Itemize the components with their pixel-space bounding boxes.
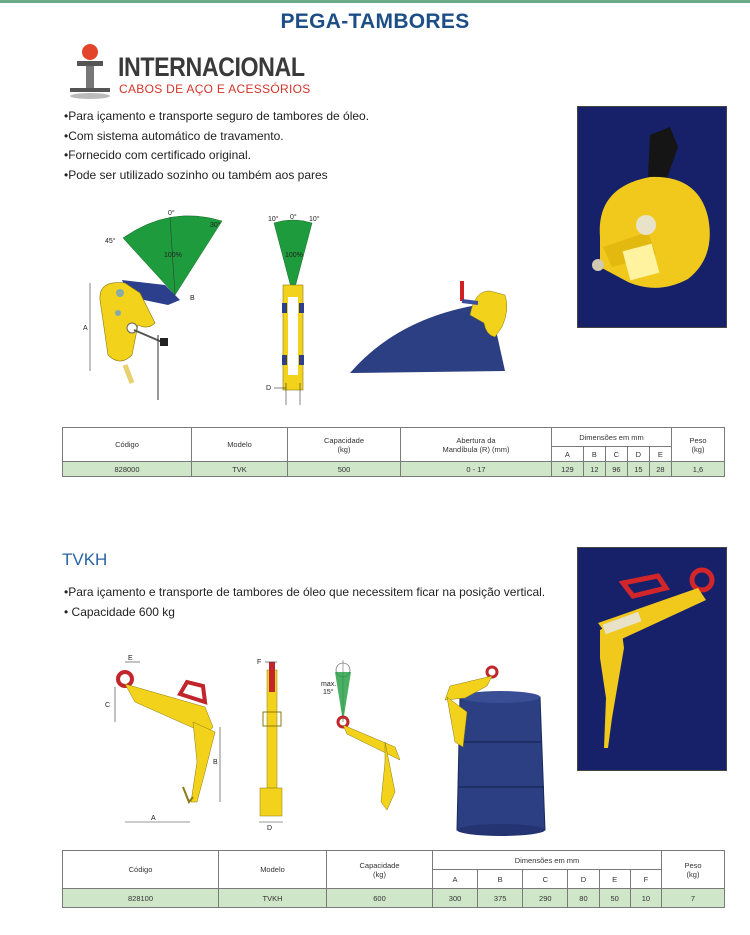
dim-label: A xyxy=(83,325,88,332)
angle-label: 15° xyxy=(323,689,334,696)
bullet-item: •Pode ser utilizado sozinho ou também aos pares xyxy=(64,167,328,182)
col-header: Peso (kg) xyxy=(662,851,725,889)
tvkh-clamp-side-view xyxy=(105,655,220,822)
col-header: Peso (kg) xyxy=(672,428,725,462)
cell: 500 xyxy=(288,462,401,477)
tvk-product-photo xyxy=(577,106,727,328)
tvk-clamp-front-view xyxy=(266,285,304,405)
section1-bullets xyxy=(64,107,369,185)
tvk-diagrams xyxy=(50,205,520,420)
dim-label: E xyxy=(128,655,133,662)
cell: 600 xyxy=(327,889,433,908)
dim-col-header: C xyxy=(605,447,627,462)
page-title: PEGA-TAMBORES xyxy=(280,10,470,33)
svg-text:10°: 10° xyxy=(309,216,320,223)
dim-label: F xyxy=(257,659,262,666)
cell: TVK xyxy=(192,462,288,477)
bullet-item: •Para içamento e transporte de tambores de óleo que necessitem ficar na posição vertical. xyxy=(64,585,546,599)
cell: 300 xyxy=(433,889,478,908)
dim-col-header: C xyxy=(523,870,568,889)
cell: 0 - 17 xyxy=(401,462,552,477)
col-header: Modelo xyxy=(192,428,288,462)
fan-label: 100% xyxy=(164,252,182,259)
svg-text:10°: 10° xyxy=(268,216,279,223)
dim-label: B xyxy=(190,295,195,302)
swing-angle-fan-left xyxy=(105,209,222,295)
fan-label: 0° xyxy=(168,210,175,217)
fan-label: 30° xyxy=(210,222,221,229)
cell: 28 xyxy=(649,462,671,477)
svg-text:100%: 100% xyxy=(285,252,303,259)
section-heading-tvkh: TVKH xyxy=(62,550,108,569)
cell: 12 xyxy=(583,462,605,477)
table-row xyxy=(63,462,725,477)
col-header: Modelo xyxy=(219,851,327,889)
dim-col-header: D xyxy=(568,870,599,889)
tvk-clamp-side-view xyxy=(83,280,195,400)
bullet-item: • Capacidade 600 kg xyxy=(64,604,175,619)
dim-col-header: E xyxy=(599,870,630,889)
dim-col-header: E xyxy=(649,447,671,462)
dim-col-header: F xyxy=(630,870,661,889)
col-header: Capacidade (kg) xyxy=(288,428,401,462)
logo-emblem-icon xyxy=(62,38,122,100)
bullet-item: •Com sistema automático de travamento. xyxy=(64,128,284,143)
tvkh-diagrams xyxy=(95,652,555,837)
col-header: Código xyxy=(63,851,219,889)
cell: 96 xyxy=(605,462,627,477)
top-rule xyxy=(0,0,750,3)
cell: 7 xyxy=(662,889,725,908)
dim-col-header: B xyxy=(583,447,605,462)
cell: 1,6 xyxy=(672,462,725,477)
dim-label: A xyxy=(151,815,156,822)
table-row xyxy=(63,889,725,908)
bullet-item: •Fornecido com certificado original. xyxy=(64,148,251,162)
cell: 375 xyxy=(478,889,523,908)
cell: TVKH xyxy=(219,889,327,908)
logo-tagline: CABOS DE AÇO E ACESSÓRIOS xyxy=(119,82,311,96)
tvkh-clamp-front-view xyxy=(257,659,283,832)
cell: 828100 xyxy=(63,889,219,908)
tvkh-tilt-angle-view xyxy=(321,660,400,810)
col-header-group: Dimensões em mm xyxy=(433,851,662,870)
dim-label: B xyxy=(213,759,218,766)
angle-label: max. xyxy=(321,681,337,688)
dim-col-header: A xyxy=(552,447,584,462)
cell: 15 xyxy=(627,462,649,477)
tvk-spec-table xyxy=(62,427,725,477)
tvkh-product-photo xyxy=(577,547,727,771)
col-header: Capacidade (kg) xyxy=(327,851,433,889)
tvkh-spec-table xyxy=(62,850,725,908)
col-header: Abertura da Mandíbula (R) (mm) xyxy=(401,428,552,462)
cell: 80 xyxy=(568,889,599,908)
dim-col-header: D xyxy=(627,447,649,462)
cell: 10 xyxy=(630,889,661,908)
dim-label: C xyxy=(105,702,111,709)
col-header: Código xyxy=(63,428,192,462)
dim-col-header: B xyxy=(478,870,523,889)
svg-text:0°: 0° xyxy=(290,214,297,221)
cell: 50 xyxy=(599,889,630,908)
cell: 290 xyxy=(523,889,568,908)
logo-wordmark: INTERNACIONAL xyxy=(118,52,305,82)
swing-angle-fan-right xyxy=(268,213,320,295)
dim-label: D xyxy=(266,385,272,392)
cell: 129 xyxy=(552,462,584,477)
bullet-item: •Para içamento e transporte seguro de tambores de óleo. xyxy=(64,109,370,123)
fan-label: 45° xyxy=(105,238,116,245)
dim-col-header: A xyxy=(433,870,478,889)
col-header-group: Dimensões em mm xyxy=(552,428,672,447)
dim-label: D xyxy=(267,825,273,832)
tvkh-drum-illustration xyxy=(445,667,545,836)
section2-bullets xyxy=(64,583,545,622)
cell: 828000 xyxy=(63,462,192,477)
drum-edge-illustration xyxy=(350,281,507,373)
